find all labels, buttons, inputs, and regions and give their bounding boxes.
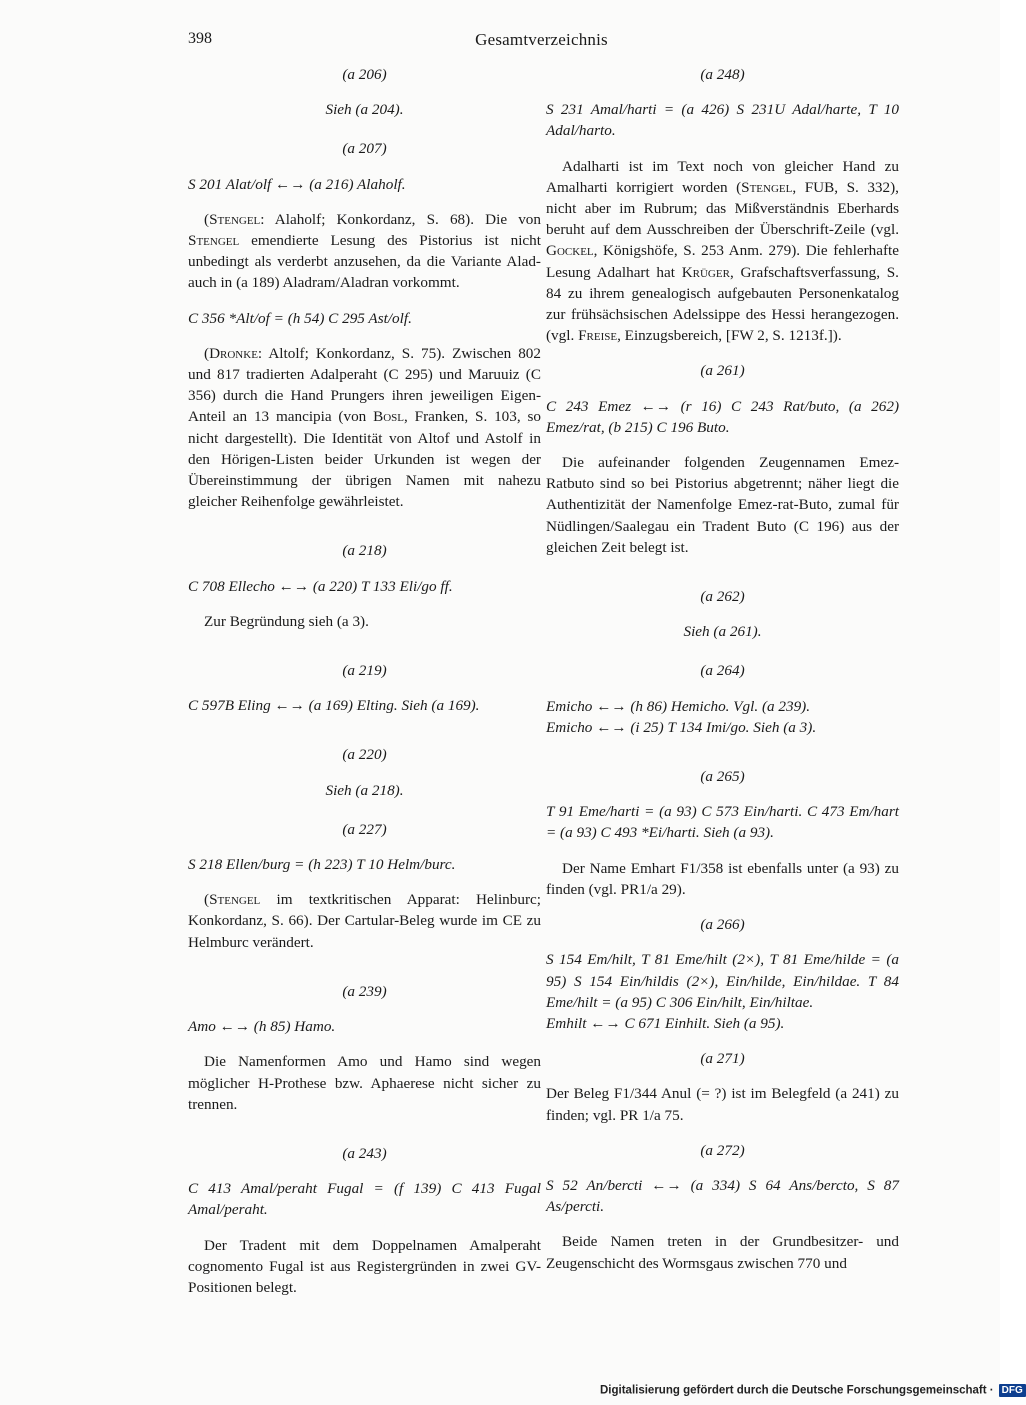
entry-ref: (a 248) — [700, 66, 745, 83]
commentary-paragraph: Der Name Emhart F1/358 ist ebenfalls unter (a 93) zu finden (vgl. PR1/a 29). — [546, 859, 899, 898]
commentary-paragraph: Beide Namen treten in der Grundbesitzer- und Zeugenschicht des Wormsgaus zwischen 770 und — [546, 1233, 899, 1272]
entry-ref: (a 272) — [700, 1141, 745, 1159]
entry-ref: (a 220) — [342, 746, 387, 764]
name-form-line: C 597B Eling ←→ (a 169) Elting. Sieh (a 169). — [188, 697, 480, 715]
entry-ref: (a 271) — [700, 1050, 745, 1068]
name-form-line: Emhilt ←→ C 671 Einhilt. Sieh (a 95). — [546, 1014, 785, 1032]
entry-ref: (a 243) — [342, 1144, 387, 1162]
author-name: Bosl — [373, 408, 405, 426]
name-form-line: Emicho ←→ (i 25) T 134 Imi/go. Sieh (a 3). — [546, 718, 817, 736]
author-name: Stengel — [741, 178, 793, 196]
dfg-logo: DFG — [999, 1384, 1026, 1397]
entry-ref: (a 218) — [342, 542, 387, 560]
commentary-paragraph: Adalharti ist im Text noch von gleicher Hand zu Amalharti korrigiert worden (Stengel, FUB, S. 332), nicht aber im Rubrum; das Mißverständnis Eberhards beruht auf dem Ausschreiben der Überschrift-Zeile (vgl. Gockel, Königshöfe, S. 253 Anm. 279). Die fehlerhafte Lesung Adalhart hat Krüger, Grafschaftsverfassung, S. 84 zu ihrem genealogisch aufgebauten Personenkatalog zur frühsächsischen Adelssippe des Hessi herangezogen. (vgl. Freise, Einzugsbereich, [FW 2, S. 1213f.]). — [546, 157, 899, 345]
commentary-paragraph: Der Beleg F1/344 Anul (= ?) ist im Belegfeld (a 241) zu finden; vgl. PR 1/a 75. — [546, 1085, 899, 1124]
commentary-paragraph: (Dronke: Altolf; Konkordanz, S. 75). Zwischen 802 und 817 tradierten Adalperaht (C 295) und Maruuiz (C 356) durch die Hand Prungers ihren jeweiligen Eigen-Anteil an 13 mancipia (von Bosl, Franken, S. 103, so nicht dargestellt). Die Identität von Altof und Astolf in den Hörigen-Listen beider Urkunden ist wegen der Übereinstimmung der übrigen Namen mit nahezu gleicher Reihenfolge gewährleistet. — [188, 344, 541, 511]
entry-ref: (a 227) — [342, 820, 387, 838]
name-form-line: S 218 Ellen/burg = (h 223) T 10 Helm/burc. — [188, 856, 456, 874]
entry-ref: (a 239) — [342, 982, 387, 1000]
author-name: Stengel — [188, 232, 240, 250]
right-column — [546, 64, 899, 1288]
credit-text: Digitalisierung gefördert durch die Deutsche Forschungsgemeinschaft · — [600, 1384, 994, 1397]
author-name: Gockel — [546, 242, 594, 260]
name-form-line: C 243 Emez ←→ (r 16) C 243 Rat/buto, (a 262) Emez/rat, (b 215) C 196 Buto. — [546, 397, 899, 436]
name-form-line: C 413 Amal/peraht Fugal = (f 139) C 413 Fugal Amal/peraht. — [188, 1180, 541, 1219]
entry-ref: (a 265) — [700, 768, 745, 786]
author-name: Freise — [578, 327, 618, 345]
commentary-paragraph: Der Tradent mit dem Doppelnamen Amalperaht cognomento Fugal ist aus Registergründen in zwei GV-Positionen belegt. — [188, 1236, 541, 1296]
entry-ref: (a 266) — [700, 916, 745, 934]
entry-ref: (a 264) — [700, 662, 745, 680]
name-form-line: T 91 Eme/harti = (a 93) C 573 Ein/harti. C 473 Em/hart = (a 93) C 493 *Ei/harti. Sieh (a 93). — [546, 803, 899, 842]
digitization-credit — [600, 1384, 1023, 1402]
entry-ref: (a 261) — [700, 362, 745, 380]
name-form-line: Emicho ←→ (h 86) Hemicho. Vgl. (a 239). — [546, 697, 811, 715]
cross-reference: Sieh (a 261). — [683, 623, 762, 641]
running-title: Gesamtverzeichnis — [475, 30, 608, 49]
entry-ref: (a 206) — [342, 66, 387, 83]
name-form-line: S 201 Alat/olf ←→ (a 216) Alaholf. — [188, 175, 406, 193]
commentary-paragraph: Die Namenformen Amo und Hamo sind wegen möglicher H-Prothese bzw. Aphaerese nicht sicher zu trennen. — [188, 1053, 541, 1113]
name-form-line: Amo ←→ (h 85) Hamo. — [188, 1018, 336, 1036]
author-name: Dronke — [209, 344, 258, 362]
page-header — [188, 30, 895, 54]
name-form-line: C 356 *Alt/of = (h 54) C 295 Ast/olf. — [188, 309, 412, 327]
name-form-line: S 231 Amal/harti = (a 426) S 231U Adal/harte, T 10 Adal/harto. — [546, 101, 899, 140]
name-form-line: C 708 Ellecho ←→ (a 220) T 133 Eli/go ff. — [188, 577, 453, 595]
page-number: 398 — [188, 30, 212, 47]
name-form-line: S 52 An/bercti ←→ (a 334) S 64 Ans/bercto, S 87 As/percti. — [546, 1176, 899, 1216]
left-column — [188, 64, 541, 1312]
cross-reference: Sieh (a 218). — [325, 781, 404, 799]
commentary-paragraph: Zur Begründung sieh (a 3). — [204, 612, 369, 630]
entry-ref: (a 262) — [700, 588, 745, 606]
cross-reference: Sieh (a 204). — [325, 101, 404, 119]
name-form-line: S 154 Em/hilt, T 81 Eme/hilt (2×), T 81 Eme/hilde = (a 95) S 154 Ein/hildis (2×), Ein/hilde, Ein/hildae. T 84 Eme/hilt = (a 95) C 306 Ein/hilt, Ein/hiltae. — [546, 951, 899, 1011]
entry-ref: (a 219) — [342, 662, 387, 680]
commentary-paragraph: (Stengel: Alaholf; Konkordanz, S. 68). Die von Stengel emendierte Lesung des Pistorius ist nicht unbedingt als verderbt anzusehen, da die Variante Alad- auch in (a 189) Aladram/Aladran vorkommt. — [188, 210, 541, 292]
commentary-paragraph: Die aufeinander folgenden Zeugennamen Emez-Ratbuto sind so bei Pistorius abgetrennt; näher liegt die Authentizität der Namenfolge Emez-rat-Buto, zumal für Nüdlingen/Saalegau ein Tradent Buto (C 196) aus der gleichen Zeit belegt ist. — [546, 454, 899, 556]
author-name: Stengel — [209, 891, 261, 909]
commentary-paragraph: (Stengel im textkritischen Apparat: Helinburc; Konkordanz, S. 66). Der Cartular-Beleg wurde im CE zu Helmburc verändert. — [188, 891, 541, 951]
author-name: Krüger — [681, 263, 730, 281]
entry-ref: (a 207) — [342, 140, 387, 158]
author-name: Stengel — [209, 210, 261, 228]
